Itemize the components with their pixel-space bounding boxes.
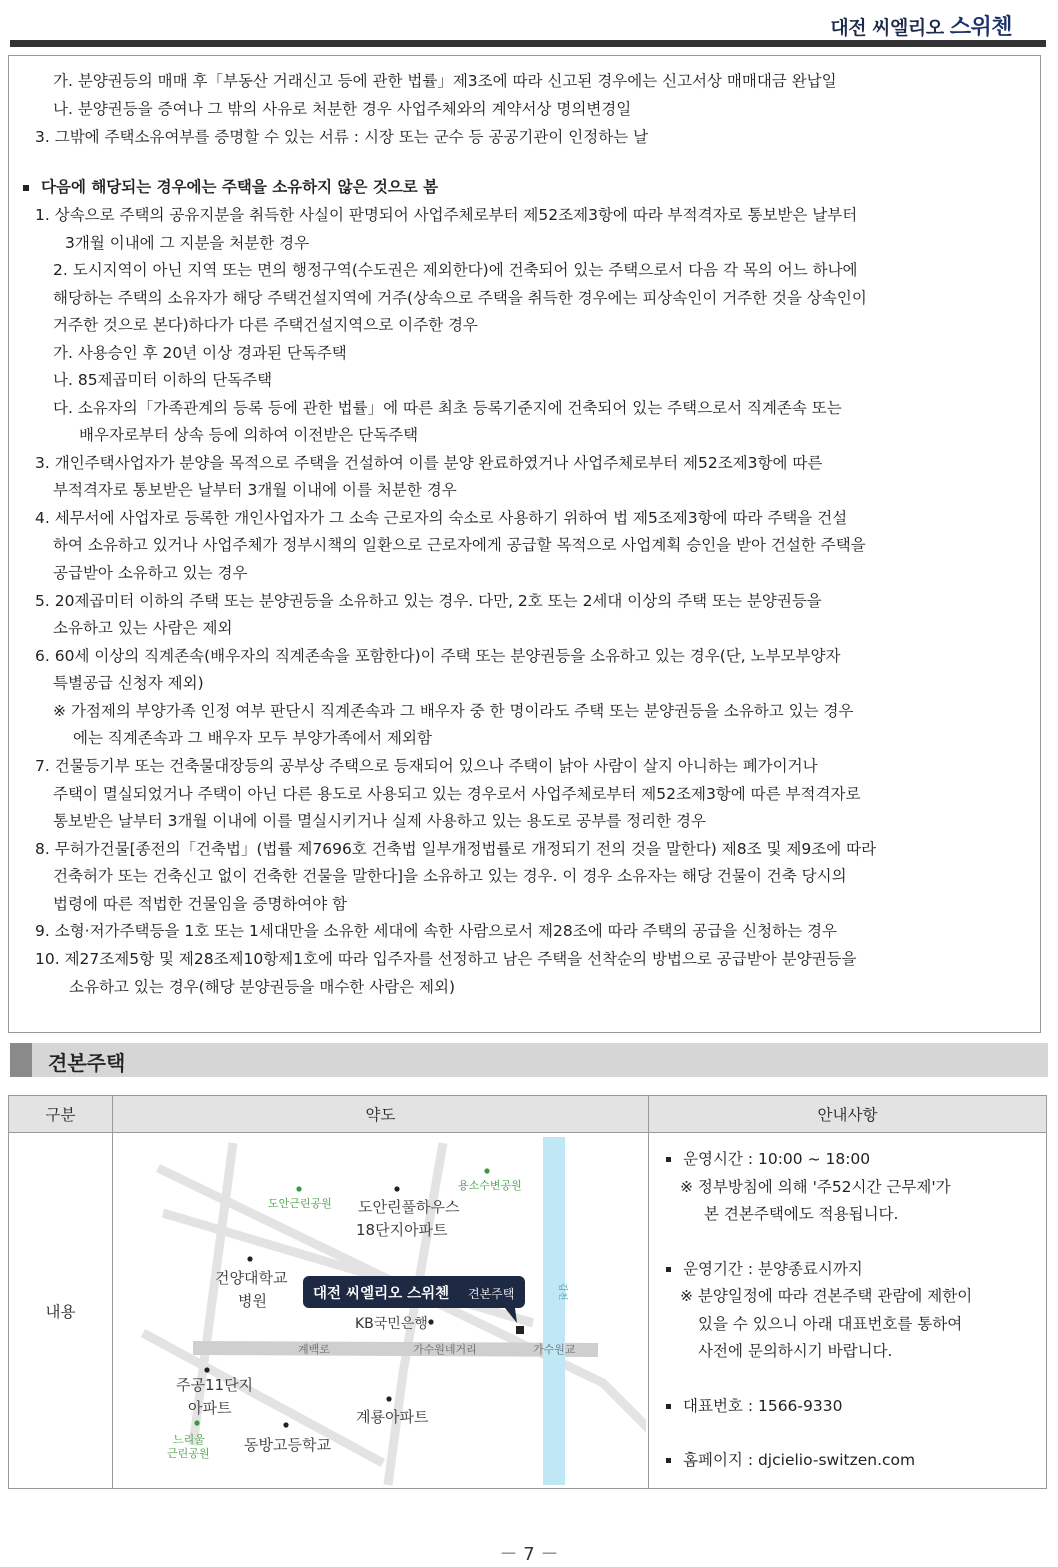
map-label-apt: 주공11단지 <box>176 1376 254 1394</box>
map-label-apt: 18단지아파트 <box>356 1221 448 1239</box>
body-line: 7. 건물등기부 또는 건축물대장등의 공부상 주택으로 등재되어 있으나 주택이 낡아 사람이 살지 아니하는 폐가이거나 <box>35 757 818 775</box>
info-period-note-1: ※ 분양일정에 따라 견본주택 관람에 제한이 <box>680 1287 973 1305</box>
header-map: 약도 <box>113 1096 649 1133</box>
body-line: 해당하는 주택의 소유자가 해당 주택건설지역에 거주(상속으로 주택을 취득한 경우에는 피상속인이 거주한 것을 상속인이 <box>53 289 867 307</box>
map-label-road: 계백로 <box>298 1343 330 1356</box>
park-marker <box>484 1168 489 1173</box>
model-house-marker <box>516 1326 524 1334</box>
map-label-hospital: 건양대학교 <box>215 1269 288 1287</box>
body-line: 가. 사용승인 후 20년 이상 경과된 단독주택 <box>53 344 347 362</box>
page-number: － 7 － <box>499 1544 559 1565</box>
map-label-park: 도안근린공원 <box>268 1197 332 1210</box>
info-hours-note-2: 본 견본주택에도 적용됩니다. <box>704 1205 899 1223</box>
body-line: 하여 소유하고 있거나 사업주체가 정부시책의 일환으로 근로자에게 공급할 목적으로 사업계획 승인을 받아 건설한 주택을 <box>53 536 866 554</box>
body-line: 나. 분양권등을 증여나 그 밖의 사유로 처분한 경우 사업주체와의 계약서상 명의변경일 <box>53 100 632 118</box>
section-title: 견본주택 <box>48 1051 126 1075</box>
body-line: 가. 분양권등의 매매 후「부동산 거래신고 등에 관한 법률」제3조에 따라 신고된 경우에는 신고서상 매매대금 완납일 <box>53 72 837 90</box>
map-label-park: 용소수변공원 <box>458 1179 522 1192</box>
info-period: 운영기간 : 분양종료시까지 <box>666 1256 1045 1284</box>
place-marker <box>428 1319 433 1324</box>
subsection-heading <box>23 174 438 202</box>
banner-label-sub: 견본주택 <box>468 1287 515 1301</box>
map-label-road: 가수원교 <box>533 1343 576 1356</box>
brand-logo <box>830 10 1012 41</box>
info-period-note-2: 있을 수 있으니 아래 대표번호를 통하여 <box>698 1314 963 1333</box>
map-label-river: 갑천 <box>557 1283 567 1301</box>
eligibility-box <box>8 55 1041 1033</box>
body-line: 8. 무허가건물[종전의「건축법」(법률 제7696호 건축법 일부개정법률로 개정되기 전의 것을 말한다) 제8조 및 제9조에 따라 <box>35 840 877 858</box>
body-line: 3. 그밖에 주택소유여부를 증명할 수 있는 서류 : 시장 또는 군수 등 공공기관이 인정하는 날 <box>35 128 649 146</box>
place-marker <box>394 1186 399 1191</box>
body-line: 5. 20제곱미터 이하의 주택 또는 분양권등을 소유하고 있는 경우. 다만, 2호 또는 2세대 이상의 주택 또는 분양권등을 <box>35 592 822 610</box>
body-line: 에는 직계존속과 그 배우자 모두 부양가족에서 제외함 <box>73 729 432 747</box>
body-line: 소유하고 있는 경우(해당 분양권등을 매수한 사람은 제외) <box>69 978 456 996</box>
info-hours: 운영시간 : 10:00 ~ 18:00 <box>666 1146 1045 1174</box>
map-label-park: 근린공원 <box>167 1447 210 1460</box>
river <box>543 1137 565 1485</box>
place-marker <box>204 1367 209 1372</box>
info-phone: 대표번호 : 1566-9330 <box>666 1393 1045 1421</box>
body-line: 3개월 이내에 그 지분을 처분한 경우 <box>65 234 310 252</box>
section-marker <box>10 1043 32 1077</box>
map-label-school: 동방고등학교 <box>244 1436 331 1454</box>
body-line: 나. 85제곱미터 이하의 단독주택 <box>53 371 273 389</box>
header-info: 안내사항 <box>649 1096 1047 1133</box>
body-line: 건축허가 또는 건축신고 없이 건축한 건물을 말한다]을 소유하고 있는 경우. 이 경우 소유자는 해당 건물이 건축 당시의 <box>53 867 847 885</box>
body-line: 9. 소형·저가주택등을 1호 또는 1세대만을 소유한 세대에 속한 사람으로서 제28조에 따라 주택의 공급을 신청하는 경우 <box>35 922 837 940</box>
body-line: 특별공급 신청자 제외) <box>53 674 204 692</box>
location-map <box>113 1133 646 1488</box>
header-rule <box>10 40 1046 47</box>
map-label-park: 느리울 <box>173 1433 205 1446</box>
body-line: 소유하고 있는 사람은 제외 <box>53 619 233 637</box>
body-line: 배우자로부터 상속 등에 의하여 이전받은 단독주택 <box>79 426 419 444</box>
body-line: 공급받아 소유하고 있는 경우 <box>53 564 248 582</box>
body-line: 법령에 따른 적법한 건물임을 증명하여야 함 <box>53 895 348 913</box>
body-line: 10. 제27조제5항 및 제28조제10항제1호에 따라 입주자를 선정하고 남은 주택을 선착순의 방법으로 공급받아 분양권등을 <box>35 950 857 968</box>
park-marker <box>296 1186 301 1191</box>
info-hours-note-1: ※ 정부방침에 의해 '주52시간 근무제'가 <box>680 1177 951 1196</box>
body-line: 부적격자로 통보받은 날부터 3개월 이내에 이를 처분한 경우 <box>53 481 457 499</box>
info-period-note-3: 사전에 문의하시기 바랍니다. <box>698 1342 893 1360</box>
place-marker <box>283 1422 288 1427</box>
body-line: 2. 도시지역이 아닌 지역 또는 면의 행정구역(수도권은 제외한다)에 건축되어 있는 주택으로서 다음 각 목의 어느 하나에 <box>53 261 858 279</box>
park-marker <box>194 1420 199 1425</box>
subsection-heading-text: 다음에 해당되는 경우에는 주택을 소유하지 않은 것으로 봄 <box>41 178 439 196</box>
square-bullet-icon <box>23 185 29 191</box>
map-label-hospital: 병원 <box>238 1292 267 1310</box>
body-line: ※ 가점제의 부양가족 인정 여부 판단시 직계존속과 그 배우자 중 한 명이라도 주택 또는 분양권등을 소유하고 있는 경우 <box>53 702 854 720</box>
place-marker <box>386 1396 391 1401</box>
map-label-apt: 계룡아파트 <box>356 1408 429 1426</box>
header-category: 구분 <box>9 1096 113 1133</box>
body-line: 주택이 멸실되었거나 주택이 아닌 다른 용도로 사용되고 있는 경우로서 사업주체로부터 제52조제3항에 따른 부적격자로 <box>53 785 861 803</box>
section-header <box>10 1043 1048 1077</box>
row-label: 내용 <box>9 1133 113 1489</box>
model-house-table <box>8 1095 1047 1489</box>
body-line: 다. 소유자의「가족관계의 등록 등에 관한 법률」에 따른 최초 등록기준지에 건축되어 있는 주택으로서 직계존속 또는 <box>53 399 842 417</box>
body-line: 1. 상속으로 주택의 공유지분을 취득한 사실이 판명되어 사업주체로부터 제52조제3항에 따라 부적격자로 통보받은 날부터 <box>35 206 858 224</box>
place-marker <box>247 1256 252 1261</box>
map-label-bank: KB국민은행 <box>355 1316 428 1332</box>
brand-prefix: 대전 씨엘리오 <box>830 17 944 39</box>
body-line: 3. 개인주택사업자가 분양을 목적으로 주택을 건설하여 이를 분양 완료하였거나 사업주체로부터 제52조제3항에 따른 <box>35 454 823 472</box>
brand-name: 스위첸 <box>949 15 1012 40</box>
body-line: 6. 60세 이상의 직계존속(배우자의 직계존속을 포함한다)이 주택 또는 분양권등을 소유하고 있는 경우(단, 노부모부양자 <box>35 647 841 665</box>
map-label-apt: 아파트 <box>188 1399 232 1417</box>
info-homepage: 홈페이지 : djcielio-switzen.com <box>666 1447 1045 1475</box>
banner-label-main: 대전 씨엘리오 스위첸 <box>313 1286 450 1302</box>
map-cell <box>113 1133 649 1489</box>
map-label-apt: 도안린풀하우스 <box>358 1198 460 1216</box>
info-cell <box>649 1133 1047 1489</box>
body-line: 4. 세무서에 사업자로 등록한 개인사업자가 그 소속 근로자의 숙소로 사용하기 위하여 법 제5조제3항에 따라 주택을 건설 <box>35 509 848 527</box>
body-line: 통보받은 날부터 3개월 이내에 이를 멸실시키거나 실제 사용하고 있는 용도로 공부를 정리한 경우 <box>53 812 706 830</box>
body-line: 거주한 것으로 본다)하다가 다른 주택건설지역으로 이주한 경우 <box>53 316 478 334</box>
map-label-road: 가수원네거리 <box>413 1343 477 1356</box>
